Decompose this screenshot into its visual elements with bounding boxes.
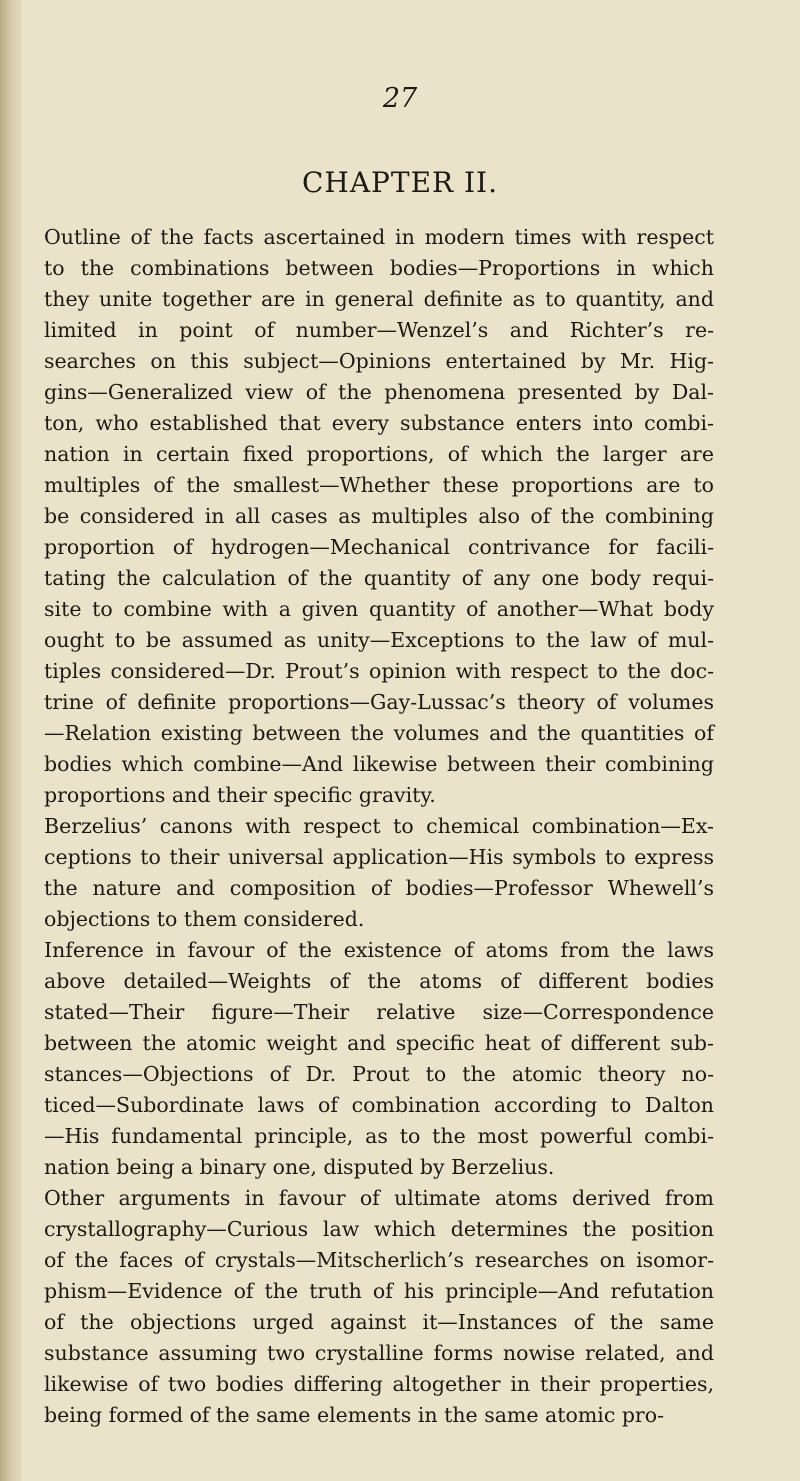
summary-line: be considered in all cases as multiples also of the combining [44,504,714,528]
summary-line: ought to be assumed as unity—Exceptions to the law of mul- [44,628,714,652]
summary-line: they unite together are in general definite as to quantity, and [44,287,714,311]
summary-line: tiples considered—Dr. Prout’s opinion with respect to the doc- [44,659,714,683]
summary-line: above detailed—Weights of the atoms of different bodies [44,969,714,993]
summary-line: site to combine with a given quantity of another—What body [44,597,714,621]
summary-line: phism—Evidence of the truth of his principle—And refutation [44,1279,714,1303]
summary-line: nation in certain fixed proportions, of which the larger are [44,442,714,466]
chapter-summary [44,222,714,1431]
summary-line: tating the calculation of the quantity of any one body requi- [44,566,714,590]
summary-line: of the objections urged against it—Instances of the same [44,1310,714,1334]
summary-line: Other arguments in favour of ultimate atoms derived from [44,1186,714,1210]
summary-paragraph [44,935,714,1183]
summary-line: Inference in favour of the existence of atoms from the laws [44,938,714,962]
summary-line: limited in point of number—Wenzel’s and Richter’s re- [44,318,714,342]
summary-line: the nature and composition of bodies—Professor Whewell’s [44,876,714,900]
summary-line: trine of definite proportions—Gay-Lussac’s theory of volumes [44,690,714,714]
summary-line: stances—Objections of Dr. Prout to the atomic theory no- [44,1062,714,1086]
summary-line: —His fundamental principle, as to the most powerful combi- [44,1124,714,1148]
summary-paragraph [44,811,714,935]
summary-line: ceptions to their universal application—His symbols to express [44,845,714,869]
summary-line: Berzelius’ canons with respect to chemical combination—Ex- [44,814,714,838]
summary-line: stated—Their figure—Their relative size—Correspondence [44,1000,714,1024]
summary-line: —Relation existing between the volumes and the quantities of [44,721,714,745]
chapter-title: CHAPTER II. [301,166,499,199]
summary-line: to the combinations between bodies—Proportions in which [44,256,714,280]
summary-line: bodies which combine—And likewise between their combining [44,752,714,776]
summary-line: proportion of hydrogen—Mechanical contrivance for facili- [44,535,714,559]
summary-line: searches on this subject—Opinions entertained by Mr. Hig- [44,349,714,373]
summary-line: proportions and their specific gravity. [44,783,436,807]
summary-paragraph [44,222,714,811]
summary-line: ticed—Subordinate laws of combination according to Dalton [44,1093,714,1117]
summary-line: likewise of two bodies differing altogether in their properties, [44,1372,714,1396]
summary-paragraph [44,1183,714,1431]
summary-line: multiples of the smallest—Whether these proportions are to [44,473,714,497]
summary-line: substance assuming two crystalline forms nowise related, and [44,1341,714,1365]
summary-line: nation being a binary one, disputed by Berzelius. [44,1155,555,1179]
summary-line: objections to them considered. [44,907,365,931]
summary-line: crystallography—Curious law which determines the position [44,1217,714,1241]
summary-line: of the faces of crystals—Mitscherlich’s researches on isomor- [44,1248,714,1272]
summary-line: being formed of the same elements in the same atomic pro- [44,1403,665,1427]
summary-line: between the atomic weight and specific heat of different sub- [44,1031,714,1055]
summary-line: Outline of the facts ascertained in modern times with respect [44,225,714,249]
summary-line: gins—Generalized view of the phenomena presented by Dal- [44,380,714,404]
page-number: 27 [382,83,418,114]
summary-line: ton, who established that every substance enters into combi- [44,411,714,435]
